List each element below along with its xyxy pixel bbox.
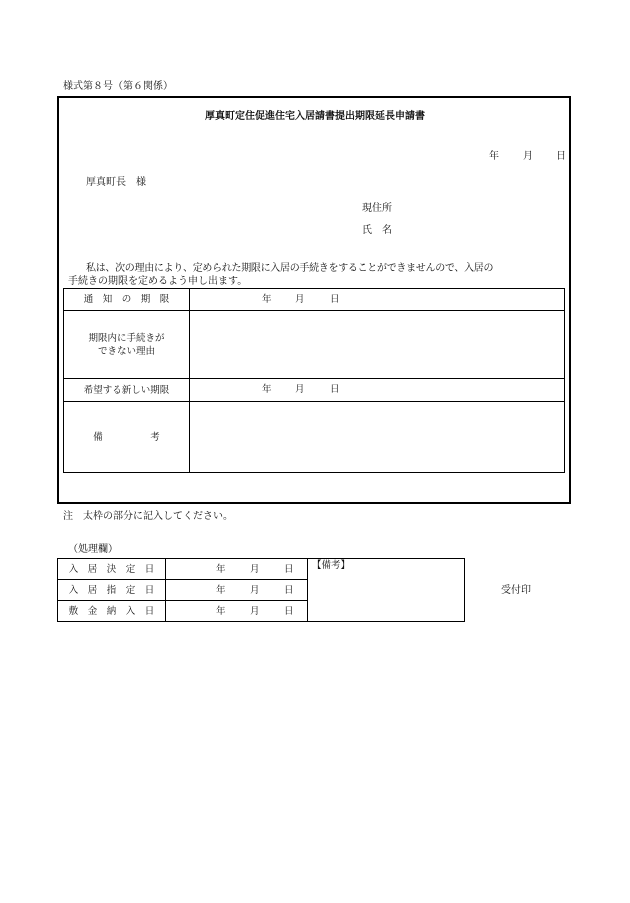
payment-month: 月 — [250, 606, 260, 617]
new-deadline-year: 年 — [262, 384, 272, 395]
statement-line-2: 手続きの期限を定めるよう申し出ます。 — [68, 276, 248, 287]
notice-deadline-label: 通 知 の 期 限 — [83, 294, 170, 305]
form-number: 様式第８号（第６関係） — [63, 81, 173, 92]
designation-year: 年 — [216, 585, 226, 596]
new-deadline-month: 月 — [295, 384, 305, 395]
reason-label-line-1: 期限内に手続きが — [88, 332, 165, 344]
notice-deadline-month: 月 — [295, 294, 305, 305]
move-in-designation-label: 入 居 指 定 日 — [68, 584, 155, 596]
reason-field[interactable] — [190, 311, 564, 378]
new-deadline-day: 日 — [330, 384, 340, 395]
name-label: 氏 名 — [362, 225, 392, 236]
address-label: 現住所 — [362, 203, 392, 214]
notice-deadline-day: 日 — [330, 294, 340, 305]
decision-day: 日 — [284, 564, 294, 575]
form-title: 厚真町定住促進住宅入居請書提出期限延長申請書 — [205, 111, 425, 122]
date-day: 日 — [556, 151, 566, 162]
reception-stamp-label: 受付印 — [501, 585, 531, 596]
reason-label — [64, 311, 189, 378]
payment-year: 年 — [216, 606, 226, 617]
processing-section-label: （処理欄） — [68, 544, 118, 555]
designation-month: 月 — [250, 585, 260, 596]
date-month: 月 — [523, 151, 533, 162]
processing-remarks-label: 【備考】 — [312, 560, 351, 571]
remarks-label: 備 考 — [93, 431, 160, 443]
notice-deadline-year: 年 — [262, 294, 272, 305]
new-deadline-label: 希望する新しい期限 — [83, 384, 170, 396]
processing-divider — [165, 558, 166, 622]
addressee: 厚真町長 様 — [86, 177, 146, 188]
designation-day: 日 — [284, 585, 294, 596]
remarks-field[interactable] — [190, 402, 564, 472]
processing-divider — [307, 558, 308, 622]
reason-label-line-2: できない理由 — [97, 345, 155, 357]
move-in-decision-label: 入 居 決 定 日 — [68, 563, 155, 575]
deposit-payment-label: 敷 金 納 入 日 — [68, 605, 155, 617]
decision-month: 月 — [250, 564, 260, 575]
date-year: 年 — [489, 151, 499, 162]
decision-year: 年 — [216, 564, 226, 575]
statement-line-1: 私は、次の理由により、定められた期限に入居の手続きをすることができませんので、入居の — [86, 263, 494, 274]
instruction-note: 注 太枠の部分に記入してください。 — [63, 511, 233, 522]
payment-day: 日 — [284, 606, 294, 617]
